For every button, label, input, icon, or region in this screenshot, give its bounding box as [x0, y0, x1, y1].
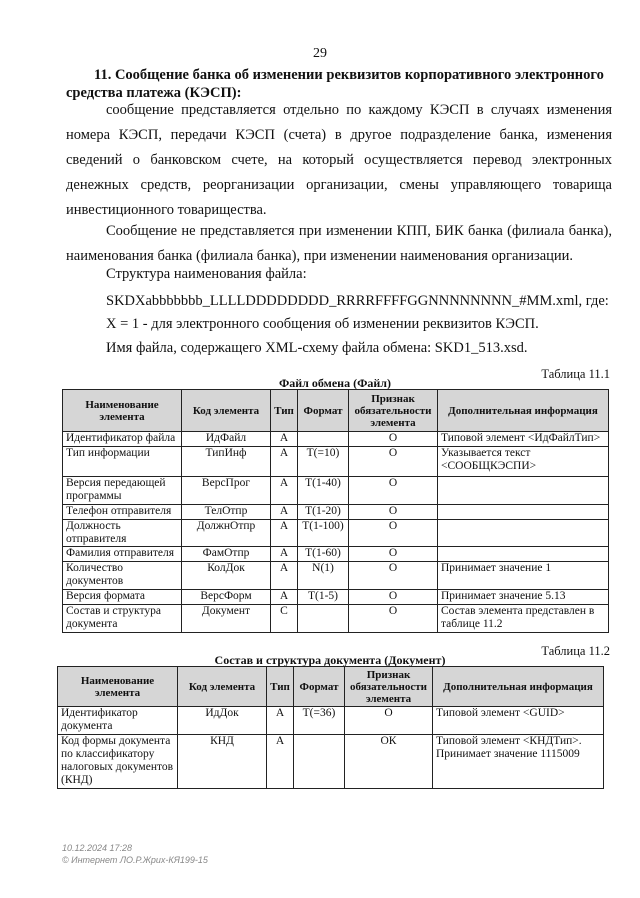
table-1-header [63, 390, 609, 432]
page-number: 29 [313, 46, 327, 61]
cell-required-flag: О [349, 590, 438, 605]
header-required-flag: Признак обязательности элемента [345, 667, 433, 707]
header-element-name: Наименование элемента [58, 667, 178, 707]
cell-required-flag: О [349, 477, 438, 505]
paragraph-cases: сообщение представляется отдельно по каждому КЭСП в случаях изменения номера КЭСП, передачи КЭСП (счета) в другое подразделение банка, изменения сведений о банковском счете, на который осуществляется перевод электронных денежных средств, реорганизации организации, смены управляющего товарища инвестиционного товарищества. [66, 102, 612, 218]
cell-required-flag: О [349, 432, 438, 447]
cell-type: А [271, 432, 298, 447]
cell-additional-info: Типовой элемент <GUID> [433, 707, 604, 735]
table-row [63, 547, 609, 562]
cell-type: А [271, 520, 298, 547]
cell-format [298, 605, 349, 633]
footer-source: © Интернет ЛО.Р.Жрих-КЯ199-15 [62, 855, 208, 865]
cell-additional-info: Принимает значение 5.13 [438, 590, 609, 605]
cell-additional-info: Состав элемента представлен в таблице 11.2 [438, 605, 609, 633]
cell-element-code: ВерсПрог [182, 477, 271, 505]
schema-file: Имя файла, содержащего XML-схему файла обмена: SKD1_513.xsd. [106, 340, 528, 356]
header-element-code: Код элемента [178, 667, 267, 707]
cell-required-flag: О [349, 505, 438, 520]
table-row [63, 590, 609, 605]
paragraph-exceptions: Сообщение не представляется при изменении КПП, БИК банка (филиала банка), наименования банка (филиала банка), при изменении наименования организации. [66, 223, 612, 264]
cell-element-name: Идентификатор документа [58, 707, 178, 735]
cell-type: А [271, 477, 298, 505]
cell-type: А [267, 735, 294, 789]
cell-element-name: Идентификатор файла [63, 432, 182, 447]
cell-format [298, 432, 349, 447]
header-additional-info: Дополнительная информация [438, 390, 609, 432]
cell-required-flag: ОК [345, 735, 433, 789]
cell-element-code: ТипИнф [182, 447, 271, 477]
cell-element-name: Версия формата [63, 590, 182, 605]
cell-element-name: Версия передающей программы [63, 477, 182, 505]
table-2-number: Таблица 11.2 [541, 644, 610, 658]
cell-format [294, 735, 345, 789]
table-row [63, 605, 609, 633]
cell-element-code: ДолжнОтпр [182, 520, 271, 547]
table-1-body [63, 432, 609, 633]
table-2-header [58, 667, 604, 707]
cell-additional-info [438, 505, 609, 520]
cell-type: А [267, 707, 294, 735]
cell-element-name: Код формы документа по классификатору налоговых документов (КНД) [58, 735, 178, 789]
heading-line-2: средства платежа (КЭСП): [66, 85, 242, 101]
cell-required-flag: О [349, 562, 438, 590]
cell-element-code: КНД [178, 735, 267, 789]
cell-type: А [271, 547, 298, 562]
table-1-number: Таблица 11.1 [541, 367, 610, 381]
cell-format: T(1-100) [298, 520, 349, 547]
cell-format: T(=36) [294, 707, 345, 735]
cell-additional-info: Указывается текст <СООБЩКЭСПИ> [438, 447, 609, 477]
header-format: Формат [298, 390, 349, 432]
section-heading [66, 66, 612, 102]
cell-format: T(=10) [298, 447, 349, 477]
table-2-body [58, 707, 604, 789]
header-type: Тип [271, 390, 298, 432]
cell-element-code: КолДок [182, 562, 271, 590]
cell-additional-info [438, 477, 609, 505]
cell-required-flag: О [345, 707, 433, 735]
cell-additional-info: Типовой элемент <КНДТип>. Принимает значение 1115009 [433, 735, 604, 789]
footer-timestamp: 10.12.2024 17:28 [62, 843, 133, 853]
table-row [63, 505, 609, 520]
cell-element-code: ИдДок [178, 707, 267, 735]
filename-pattern: SKDXabbbbbbb_LLLLDDDDDDDD_RRRRFFFFGGNNNNNNNN_#MM.xml, где: [106, 293, 609, 309]
table-row [63, 562, 609, 590]
cell-type: А [271, 562, 298, 590]
cell-format: T(1-20) [298, 505, 349, 520]
cell-additional-info: Принимает значение 1 [438, 562, 609, 590]
cell-additional-info: Типовой элемент <ИдФайлТип> [438, 432, 609, 447]
cell-element-name: Телефон отправителя [63, 505, 182, 520]
cell-format: N(1) [298, 562, 349, 590]
cell-element-name: Должность отправителя [63, 520, 182, 547]
cell-element-code: ИдФайл [182, 432, 271, 447]
table-row [58, 735, 604, 789]
cell-element-code: Документ [182, 605, 271, 633]
cell-type: С [271, 605, 298, 633]
cell-element-name: Состав и структура документа [63, 605, 182, 633]
cell-required-flag: О [349, 547, 438, 562]
cell-format: T(1-5) [298, 590, 349, 605]
cell-element-name: Фамилия отправителя [63, 547, 182, 562]
heading-line-1: 11. Сообщение банка об изменении реквизитов корпоративного электронного [94, 67, 604, 83]
cell-element-name: Тип информации [63, 447, 182, 477]
cell-required-flag: О [349, 605, 438, 633]
table-row [63, 520, 609, 547]
table-row [63, 432, 609, 447]
header-required-flag: Признак обязательности элемента [349, 390, 438, 432]
structure-label: Структура наименования файла: [106, 266, 307, 282]
cell-element-code: ВерсФорм [182, 590, 271, 605]
table-1 [62, 389, 609, 633]
cell-type: А [271, 447, 298, 477]
cell-format: T(1-60) [298, 547, 349, 562]
header-element-code: Код элемента [182, 390, 271, 432]
table-row [63, 447, 609, 477]
cell-element-code: ТелОтпр [182, 505, 271, 520]
header-type: Тип [267, 667, 294, 707]
table-row [63, 477, 609, 505]
header-element-name: Наименование элемента [63, 390, 182, 432]
table-row [58, 707, 604, 735]
x-definition: X = 1 - для электронного сообщения об изменении реквизитов КЭСП. [106, 316, 539, 332]
cell-additional-info [438, 547, 609, 562]
header-format: Формат [294, 667, 345, 707]
cell-additional-info [438, 520, 609, 547]
cell-type: А [271, 590, 298, 605]
table-1-caption: Файл обмена (Файл) [278, 376, 392, 390]
cell-type: А [271, 505, 298, 520]
cell-element-code: ФамОтпр [182, 547, 271, 562]
header-additional-info: Дополнительная информация [433, 667, 604, 707]
table-2-caption: Состав и структура документа (Документ) [214, 653, 446, 667]
cell-required-flag: О [349, 447, 438, 477]
cell-format: T(1-40) [298, 477, 349, 505]
cell-required-flag: О [349, 520, 438, 547]
table-2 [57, 666, 604, 789]
cell-element-name: Количество документов [63, 562, 182, 590]
